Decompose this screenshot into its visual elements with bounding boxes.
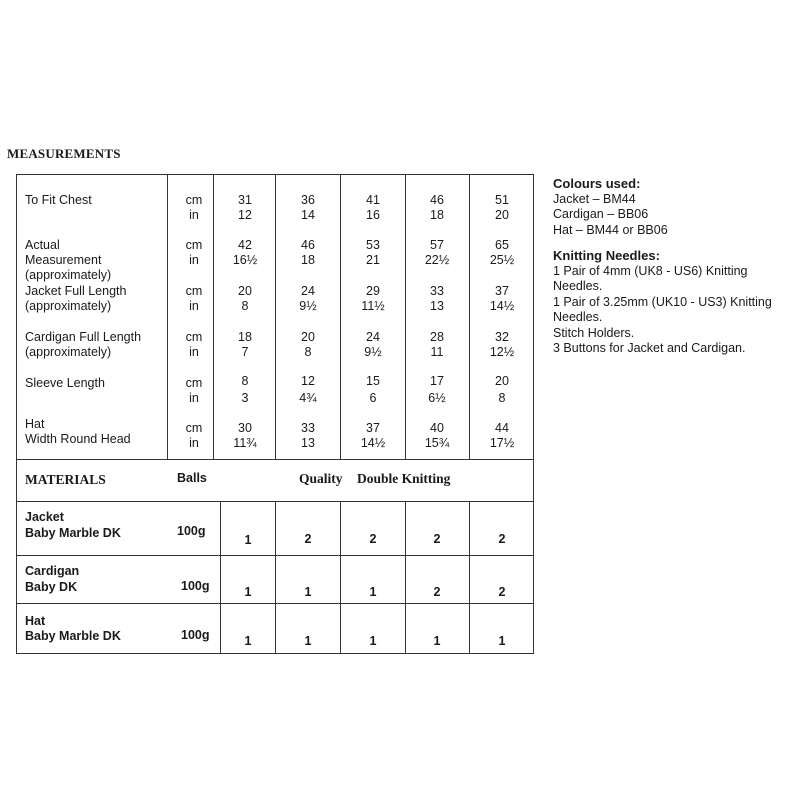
cell-value: 9½	[299, 299, 317, 313]
row-label: (approximately)	[25, 299, 112, 313]
cell-value: 65	[495, 238, 509, 252]
cell-value: 20	[301, 330, 315, 344]
cell-value: 24	[366, 330, 380, 344]
cell-value: 30	[238, 421, 252, 435]
material-weight: 100g	[181, 628, 210, 642]
cell-value: 8	[241, 374, 249, 388]
cell-value: 28	[430, 330, 444, 344]
cell-value: 51	[495, 193, 509, 207]
ball-count: 1	[369, 634, 377, 648]
ball-count: 1	[304, 634, 312, 648]
column-divider	[220, 501, 221, 653]
cell-value: 11	[430, 345, 444, 359]
cell-value: 3	[241, 391, 249, 405]
colour-item: Hat – BM44 or BB06	[553, 222, 668, 237]
cell-value: 37	[366, 421, 380, 435]
cell-value: 18	[301, 253, 315, 267]
row-divider	[17, 603, 533, 604]
needle-item: 1 Pair of 4mm (UK8 - US6) Knitting	[553, 263, 748, 278]
unit-in: in	[189, 345, 199, 359]
cell-value: 16	[366, 208, 380, 222]
cell-value: 40	[430, 421, 444, 435]
cell-value: 8	[498, 391, 506, 405]
row-label: Cardigan Full Length	[25, 330, 142, 344]
ball-count: 1	[304, 585, 312, 599]
unit-cm: cm	[185, 238, 203, 252]
spacer	[553, 238, 798, 248]
column-divider	[340, 501, 341, 653]
unit-cm: cm	[185, 193, 203, 207]
cell-value: 12	[238, 208, 252, 222]
row-label: Measurement	[25, 253, 102, 267]
cell-value: 57	[430, 238, 444, 252]
ball-count: 2	[369, 532, 377, 546]
cell-value: 33	[301, 421, 315, 435]
cell-value: 15¾	[424, 436, 450, 450]
ball-count: 1	[244, 533, 252, 547]
material-yarn: Baby DK	[25, 580, 78, 594]
cell-value: 31	[238, 193, 252, 207]
cell-value: 6	[369, 391, 377, 405]
unit-cm: cm	[185, 421, 203, 435]
balls-label: Balls	[177, 471, 207, 485]
row-divider	[17, 459, 533, 460]
row-label: (approximately)	[25, 268, 112, 282]
unit-cm: cm	[185, 376, 203, 390]
cell-value: 17½	[489, 436, 515, 450]
cell-value: 14½	[360, 436, 386, 450]
cell-value: 15	[366, 374, 380, 388]
cell-value: 16½	[232, 253, 258, 267]
cell-value: 46	[430, 193, 444, 207]
cell-value: 18	[238, 330, 252, 344]
cell-value: 11¾	[233, 436, 257, 450]
material-name: Cardigan	[25, 564, 80, 578]
measurements-table	[16, 174, 534, 654]
colours-heading: Colours used:	[553, 176, 641, 191]
row-label: To Fit Chest	[25, 193, 92, 207]
ball-count: 1	[369, 585, 377, 599]
cell-value: 36	[301, 193, 315, 207]
unit-cm: cm	[185, 330, 203, 344]
cell-value: 20	[495, 374, 509, 388]
colour-item: Jacket – BM44	[553, 191, 636, 206]
colour-item: Cardigan – BB06	[553, 207, 649, 221]
material-weight: 100g	[177, 524, 206, 538]
cell-value: 21	[366, 253, 380, 267]
cell-value: 4¾	[299, 391, 317, 405]
cell-value: 14	[301, 208, 315, 222]
needle-item: 1 Pair of 3.25mm (UK10 - US3) Knitting	[553, 294, 772, 309]
material-name: Jacket	[25, 510, 64, 524]
quality-value: Double Knitting	[357, 471, 451, 486]
ball-count: 1	[433, 634, 441, 648]
row-divider	[17, 501, 533, 502]
column-divider	[405, 501, 406, 653]
cell-value: 41	[366, 193, 380, 207]
cell-value: 11½	[361, 299, 385, 313]
unit-in: in	[189, 208, 199, 222]
row-label: Width Round Head	[25, 432, 131, 446]
cell-value: 46	[301, 238, 315, 252]
row-divider	[17, 555, 533, 556]
row-label: Hat	[25, 417, 45, 431]
cell-value: 22½	[424, 253, 450, 267]
ball-count: 1	[498, 634, 506, 648]
cell-value: 14½	[489, 299, 515, 313]
needle-item: Needles.	[553, 310, 603, 324]
row-label: (approximately)	[25, 345, 112, 359]
row-label: Jacket Full Length	[25, 284, 127, 298]
unit-in: in	[189, 299, 199, 313]
cell-value: 42	[238, 238, 252, 252]
ball-count: 1	[244, 585, 252, 599]
unit-in: in	[189, 436, 199, 450]
materials-title: MATERIALS	[25, 472, 106, 487]
quality-label: Quality	[299, 471, 343, 486]
ball-count: 2	[304, 532, 312, 546]
unit-cm: cm	[185, 284, 203, 298]
cell-value: 6½	[428, 391, 446, 405]
cell-value: 25½	[489, 253, 515, 267]
cell-value: 37	[495, 284, 509, 298]
needles-heading: Knitting Needles:	[553, 248, 660, 263]
cell-value: 13	[430, 299, 444, 313]
cell-value: 53	[366, 238, 380, 252]
row-label: Actual	[25, 238, 60, 252]
unit-in: in	[189, 391, 199, 405]
ball-count: 2	[498, 585, 506, 599]
cell-value: 9½	[364, 345, 382, 359]
cell-value: 13	[301, 436, 315, 450]
measurements-heading: MEASUREMENTS	[7, 146, 121, 161]
cell-value: 12½	[489, 345, 515, 359]
cell-value: 7	[241, 345, 249, 359]
cell-value: 12	[301, 374, 315, 388]
cell-value: 32	[495, 330, 509, 344]
ball-count: 2	[433, 585, 441, 599]
needle-item: Needles.	[553, 279, 603, 293]
cell-value: 20	[495, 208, 509, 222]
material-yarn: Baby Marble DK	[25, 629, 121, 643]
column-divider	[469, 501, 470, 653]
unit-in: in	[189, 253, 199, 267]
cell-value: 8	[241, 299, 249, 313]
cell-value: 44	[495, 421, 509, 435]
needle-item: 3 Buttons for Jacket and Cardigan.	[553, 341, 746, 355]
cell-value: 29	[366, 284, 380, 298]
cell-value: 20	[238, 284, 252, 298]
cell-value: 8	[304, 345, 312, 359]
column-divider	[275, 501, 276, 653]
ball-count: 2	[498, 532, 506, 546]
material-name: Hat	[25, 614, 46, 628]
cell-value: 17	[430, 374, 444, 388]
ball-count: 2	[433, 532, 441, 546]
cell-value: 24	[301, 284, 315, 298]
column-divider	[167, 175, 168, 459]
row-label: Sleeve Length	[25, 376, 105, 390]
needle-item: Stitch Holders.	[553, 325, 635, 340]
cell-value: 18	[430, 208, 444, 222]
ball-count: 1	[244, 634, 252, 648]
notes-panel	[553, 176, 798, 357]
material-weight: 100g	[181, 579, 210, 593]
cell-value: 33	[430, 284, 444, 298]
material-yarn: Baby Marble DK	[25, 526, 121, 540]
